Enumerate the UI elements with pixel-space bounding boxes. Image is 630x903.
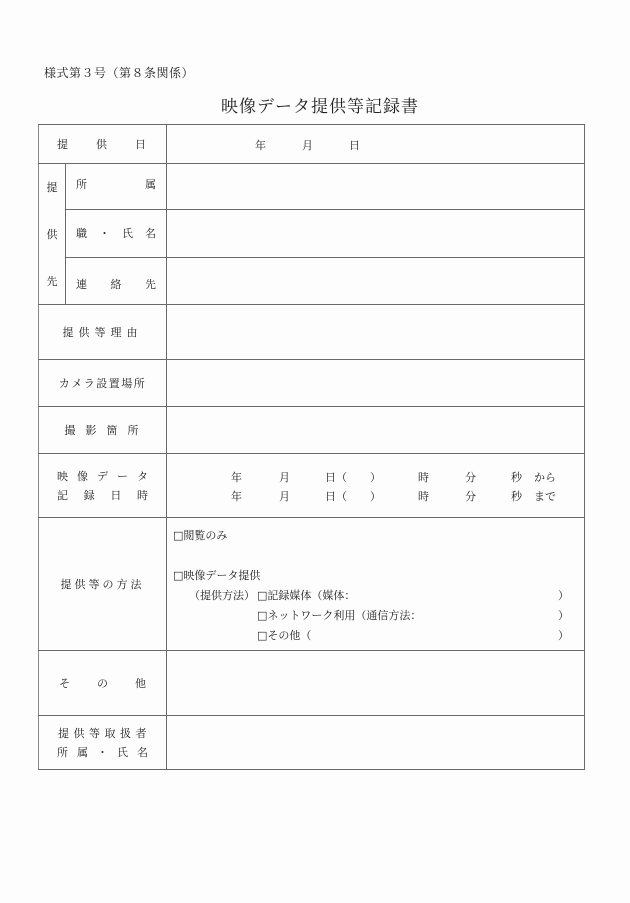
label-char: 所 bbox=[76, 177, 87, 191]
row-camera-location bbox=[39, 360, 585, 407]
label-char: デ bbox=[97, 469, 108, 483]
hour-unit: 時 bbox=[418, 470, 429, 484]
month-unit: 月 bbox=[279, 489, 290, 503]
label-char: 記 bbox=[57, 488, 68, 502]
label-char: 氏 bbox=[117, 745, 128, 759]
label-char: 他 bbox=[135, 677, 146, 690]
from-suffix: から bbox=[534, 470, 556, 484]
provision-date-label bbox=[39, 125, 167, 164]
document-title: 映像データ提供等記録書 bbox=[221, 97, 419, 117]
label-char: 所 bbox=[57, 745, 68, 759]
label-char: ・ bbox=[97, 745, 108, 759]
checkbox-recording-media[interactable]: □記録媒体（媒体： bbox=[257, 589, 356, 602]
label-char: 日 bbox=[110, 488, 122, 502]
method-label: 提供等の方法 bbox=[39, 518, 167, 651]
form-number: 様式第３号（第８条関係） bbox=[44, 66, 195, 80]
row-recipient-affiliation bbox=[39, 164, 585, 210]
year-unit: 年 bbox=[231, 470, 242, 484]
label-char: 名 bbox=[145, 227, 156, 241]
camera-location-label: カメラ設置場所 bbox=[39, 360, 167, 407]
reason-field[interactable] bbox=[167, 305, 585, 360]
provision-date-field[interactable] bbox=[167, 125, 585, 164]
label-char: 先 bbox=[46, 274, 58, 288]
provision-method-label: （提供方法） bbox=[189, 589, 255, 602]
record-form-table bbox=[38, 124, 585, 770]
network-close-paren: ） bbox=[558, 609, 569, 622]
label-char: 像 bbox=[77, 469, 88, 483]
label-char: 職 bbox=[76, 227, 87, 241]
label-char: タ bbox=[137, 469, 148, 483]
other-field[interactable] bbox=[167, 651, 585, 716]
row-method bbox=[39, 518, 585, 651]
label-char: ー bbox=[117, 469, 128, 483]
checkbox-network[interactable]: □ネットワーク利用（通信方法： bbox=[257, 609, 422, 622]
contact-label bbox=[66, 257, 167, 304]
shooting-spot-label: 撮影箇所 bbox=[39, 407, 167, 454]
paren-close: ） bbox=[370, 470, 381, 484]
handler-field[interactable] bbox=[167, 716, 585, 770]
row-other bbox=[39, 651, 585, 716]
day-unit: 日 bbox=[349, 139, 360, 152]
row-shooting-spot bbox=[39, 407, 585, 454]
title-name-field[interactable] bbox=[167, 210, 585, 257]
shooting-spot-field[interactable] bbox=[167, 407, 585, 454]
label-char: 供 bbox=[96, 138, 107, 151]
handler-label-line1: 提供等取扱者 bbox=[58, 726, 151, 740]
to-suffix: まで bbox=[534, 489, 556, 503]
recording-datetime-field[interactable] bbox=[167, 454, 585, 518]
checkbox-view-only[interactable]: □閲覧のみ bbox=[173, 529, 228, 542]
row-provision-date bbox=[39, 125, 585, 164]
label-char: 氏 bbox=[122, 227, 133, 241]
recording-datetime-label bbox=[39, 454, 167, 518]
title-name-label bbox=[66, 210, 167, 257]
label-char: 時 bbox=[136, 488, 148, 502]
contact-field[interactable] bbox=[167, 257, 585, 304]
label-char: 録 bbox=[83, 488, 95, 502]
checkbox-data-provision[interactable]: □映像データ提供 bbox=[173, 569, 261, 582]
year-unit: 年 bbox=[255, 139, 266, 152]
label-char: そ bbox=[59, 677, 70, 690]
label-char: 提 bbox=[46, 181, 58, 195]
handler-label bbox=[39, 716, 167, 770]
label-char: 連 bbox=[76, 277, 87, 291]
recipient-group-label bbox=[39, 164, 66, 305]
label-char: の bbox=[97, 677, 108, 690]
minute-unit: 分 bbox=[465, 489, 476, 503]
camera-location-field[interactable] bbox=[167, 360, 585, 407]
label-char: 絡 bbox=[110, 277, 122, 291]
row-recording-datetime bbox=[39, 454, 585, 518]
datetime-to-line bbox=[167, 486, 584, 505]
other-close-paren: ） bbox=[558, 629, 569, 642]
other-label bbox=[39, 651, 167, 716]
affiliation-field[interactable] bbox=[167, 164, 585, 210]
second-unit: 秒 bbox=[511, 489, 522, 503]
label-char: 先 bbox=[145, 277, 156, 291]
label-char: 属 bbox=[77, 745, 88, 759]
label-char: 属 bbox=[145, 177, 156, 191]
media-close-paren: ） bbox=[558, 589, 569, 602]
day-unit: 日（ bbox=[325, 470, 347, 484]
checkbox-other-method[interactable]: □その他（ bbox=[257, 629, 312, 642]
month-unit: 月 bbox=[279, 470, 290, 484]
month-unit: 月 bbox=[302, 139, 313, 152]
affiliation-label bbox=[66, 164, 167, 210]
reason-label: 提供等理由 bbox=[39, 305, 167, 360]
hour-unit: 時 bbox=[418, 489, 429, 503]
label-char: 提 bbox=[57, 138, 68, 151]
row-recipient-name bbox=[39, 210, 585, 257]
row-reason bbox=[39, 305, 585, 360]
datetime-from-line bbox=[167, 467, 584, 486]
second-unit: 秒 bbox=[511, 470, 522, 484]
year-unit: 年 bbox=[231, 489, 242, 503]
label-char: 名 bbox=[137, 745, 148, 759]
day-unit: 日（ bbox=[325, 489, 347, 503]
label-char: 日 bbox=[135, 138, 146, 151]
label-char: 映 bbox=[57, 469, 68, 483]
row-handler bbox=[39, 716, 585, 770]
row-recipient-contact bbox=[39, 257, 585, 304]
label-char: 供 bbox=[46, 227, 58, 241]
label-char: ・ bbox=[99, 227, 110, 241]
minute-unit: 分 bbox=[465, 470, 476, 484]
paren-close: ） bbox=[370, 489, 381, 503]
method-field bbox=[167, 518, 585, 651]
